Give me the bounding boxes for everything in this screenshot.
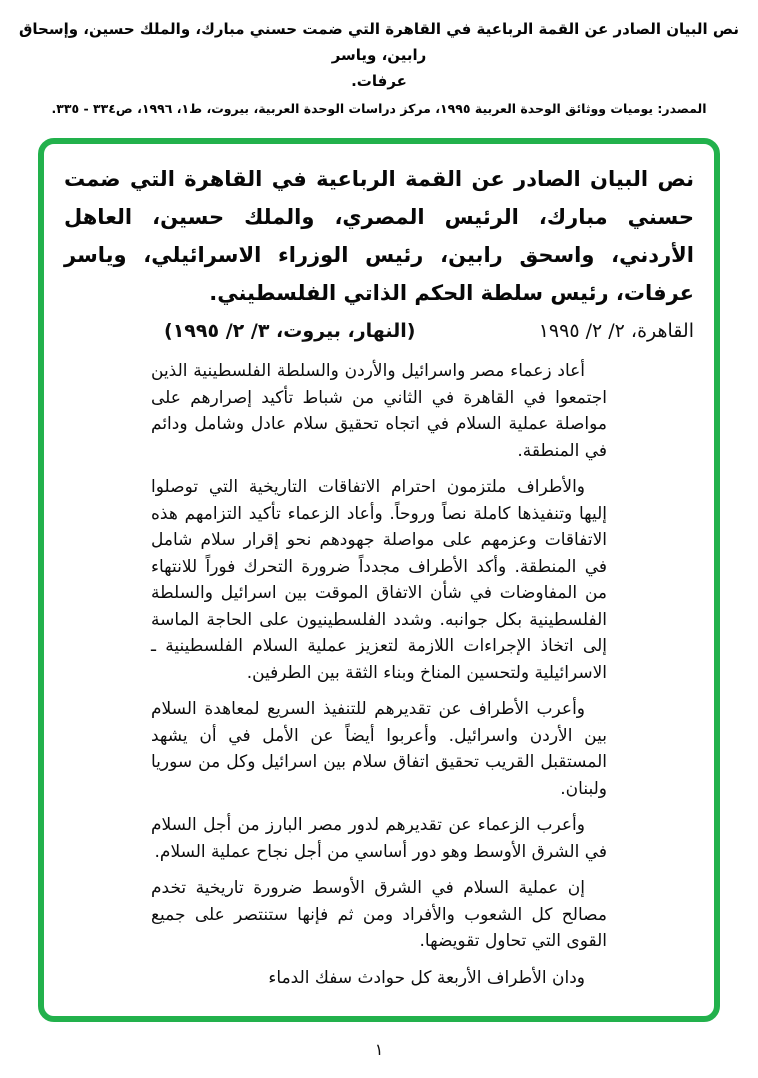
dateline-publication: (النهار، بيروت، ٣/ ٢/ ١٩٩٥): [164, 320, 416, 342]
page-number: ١: [374, 1040, 384, 1059]
statement-paragraph: إن عملية السلام في الشرق الأوسط ضرورة تاريخية تخدم مصالح كل الشعوب والأفراد ومن ثم فإنها ستنتصر على جميع القوى التي تحاول تقويضها.: [151, 878, 607, 951]
dateline: [64, 320, 694, 342]
page-title-continuation: عرفات.: [351, 72, 407, 90]
statement-paragraph: أعاد زعماء مصر واسرائيل والأردن والسلطة الفلسطينية الذين اجتمعوا في القاهرة في الثاني من شباط تأكيد إصرارهم على مواصلة عملية السلام في اتجاه تحقيق سلام عادل وشامل ودائم في المنطقة.: [151, 361, 607, 461]
statement-paragraph: ودان الأطراف الأربعة كل حوادث سفك الدماء: [268, 967, 585, 988]
statement-paragraph: وأعرب الأطراف عن تقديرهم للتنفيذ السريع لمعاهدة السلام بين الأردن واسرائيل. وأعربوا أيضاً عن الأمل في أن يشهد المستقبل القريب تحقيق اتفاق سلام بين اسرائيل وكل من سوريا ولبنان.: [151, 699, 607, 799]
statement-heading: نص البيان الصادر عن القمة الرباعية في القاهرة التي ضمت حسني مبارك، الرئيس المصري، والملك حسين، العاهل الأردني، واسحق رابين، رئيس الوزراء الاسرائيلي، وياسر عرفات، رئيس سلطة الحكم الذاتي الفلسطيني.: [64, 167, 694, 305]
page-header: [0, 0, 758, 118]
source-line: المصدر: يوميات ووثائق الوحدة العربية ١٩٩٥، مركز دراسات الوحدة العربية، بيروت، ط١، ١٩٩٦، ص٣٣٤ - ٣٣٥.: [51, 101, 707, 116]
statement-paragraph: وأعرب الزعماء عن تقديرهم لدور مصر البارز من أجل السلام في الشرق الأوسط وهو دور أساسي من أجل نجاح عملية السلام.: [151, 815, 607, 862]
page-title: نص البيان الصادر عن القمة الرباعية في القاهرة التي ضمت حسني مبارك، والملك حسين، وإسحاق رابين، وياسر: [19, 20, 739, 64]
statement-body: [151, 358, 607, 991]
statement-box: [38, 138, 720, 1022]
statement-paragraph: والأطراف ملتزمون احترام الاتفاقات التاريخية التي توصلوا إليها وتنفيذها كاملة نصاً وروحاً. وأعاد الزعماء تأكيد التزامهم هذه الاتفاقات وعزمهم على مواصلة جهودهم نحو إقرار سلام شامل في المنطقة. وأكد الأطراف مجدداً ضرورة التحرك فوراً للانتهاء من المفاوضات في شأن الاتفاق الموقت بين اسرائيل والسلطة الفلسطينية بكل جوانبه. وشدد الفلسطينيون على الحاجة الماسة إلى اتخاذ الإجراءات اللازمة لتعزيز عملية السلام الفلسطينية ـ الاسرائيلية ولتحسين المناخ وبناء الثقة بين الطرفين.: [151, 477, 607, 683]
dateline-location-date: القاهرة، ٢/ ٢/ ١٩٩٥: [538, 320, 694, 342]
